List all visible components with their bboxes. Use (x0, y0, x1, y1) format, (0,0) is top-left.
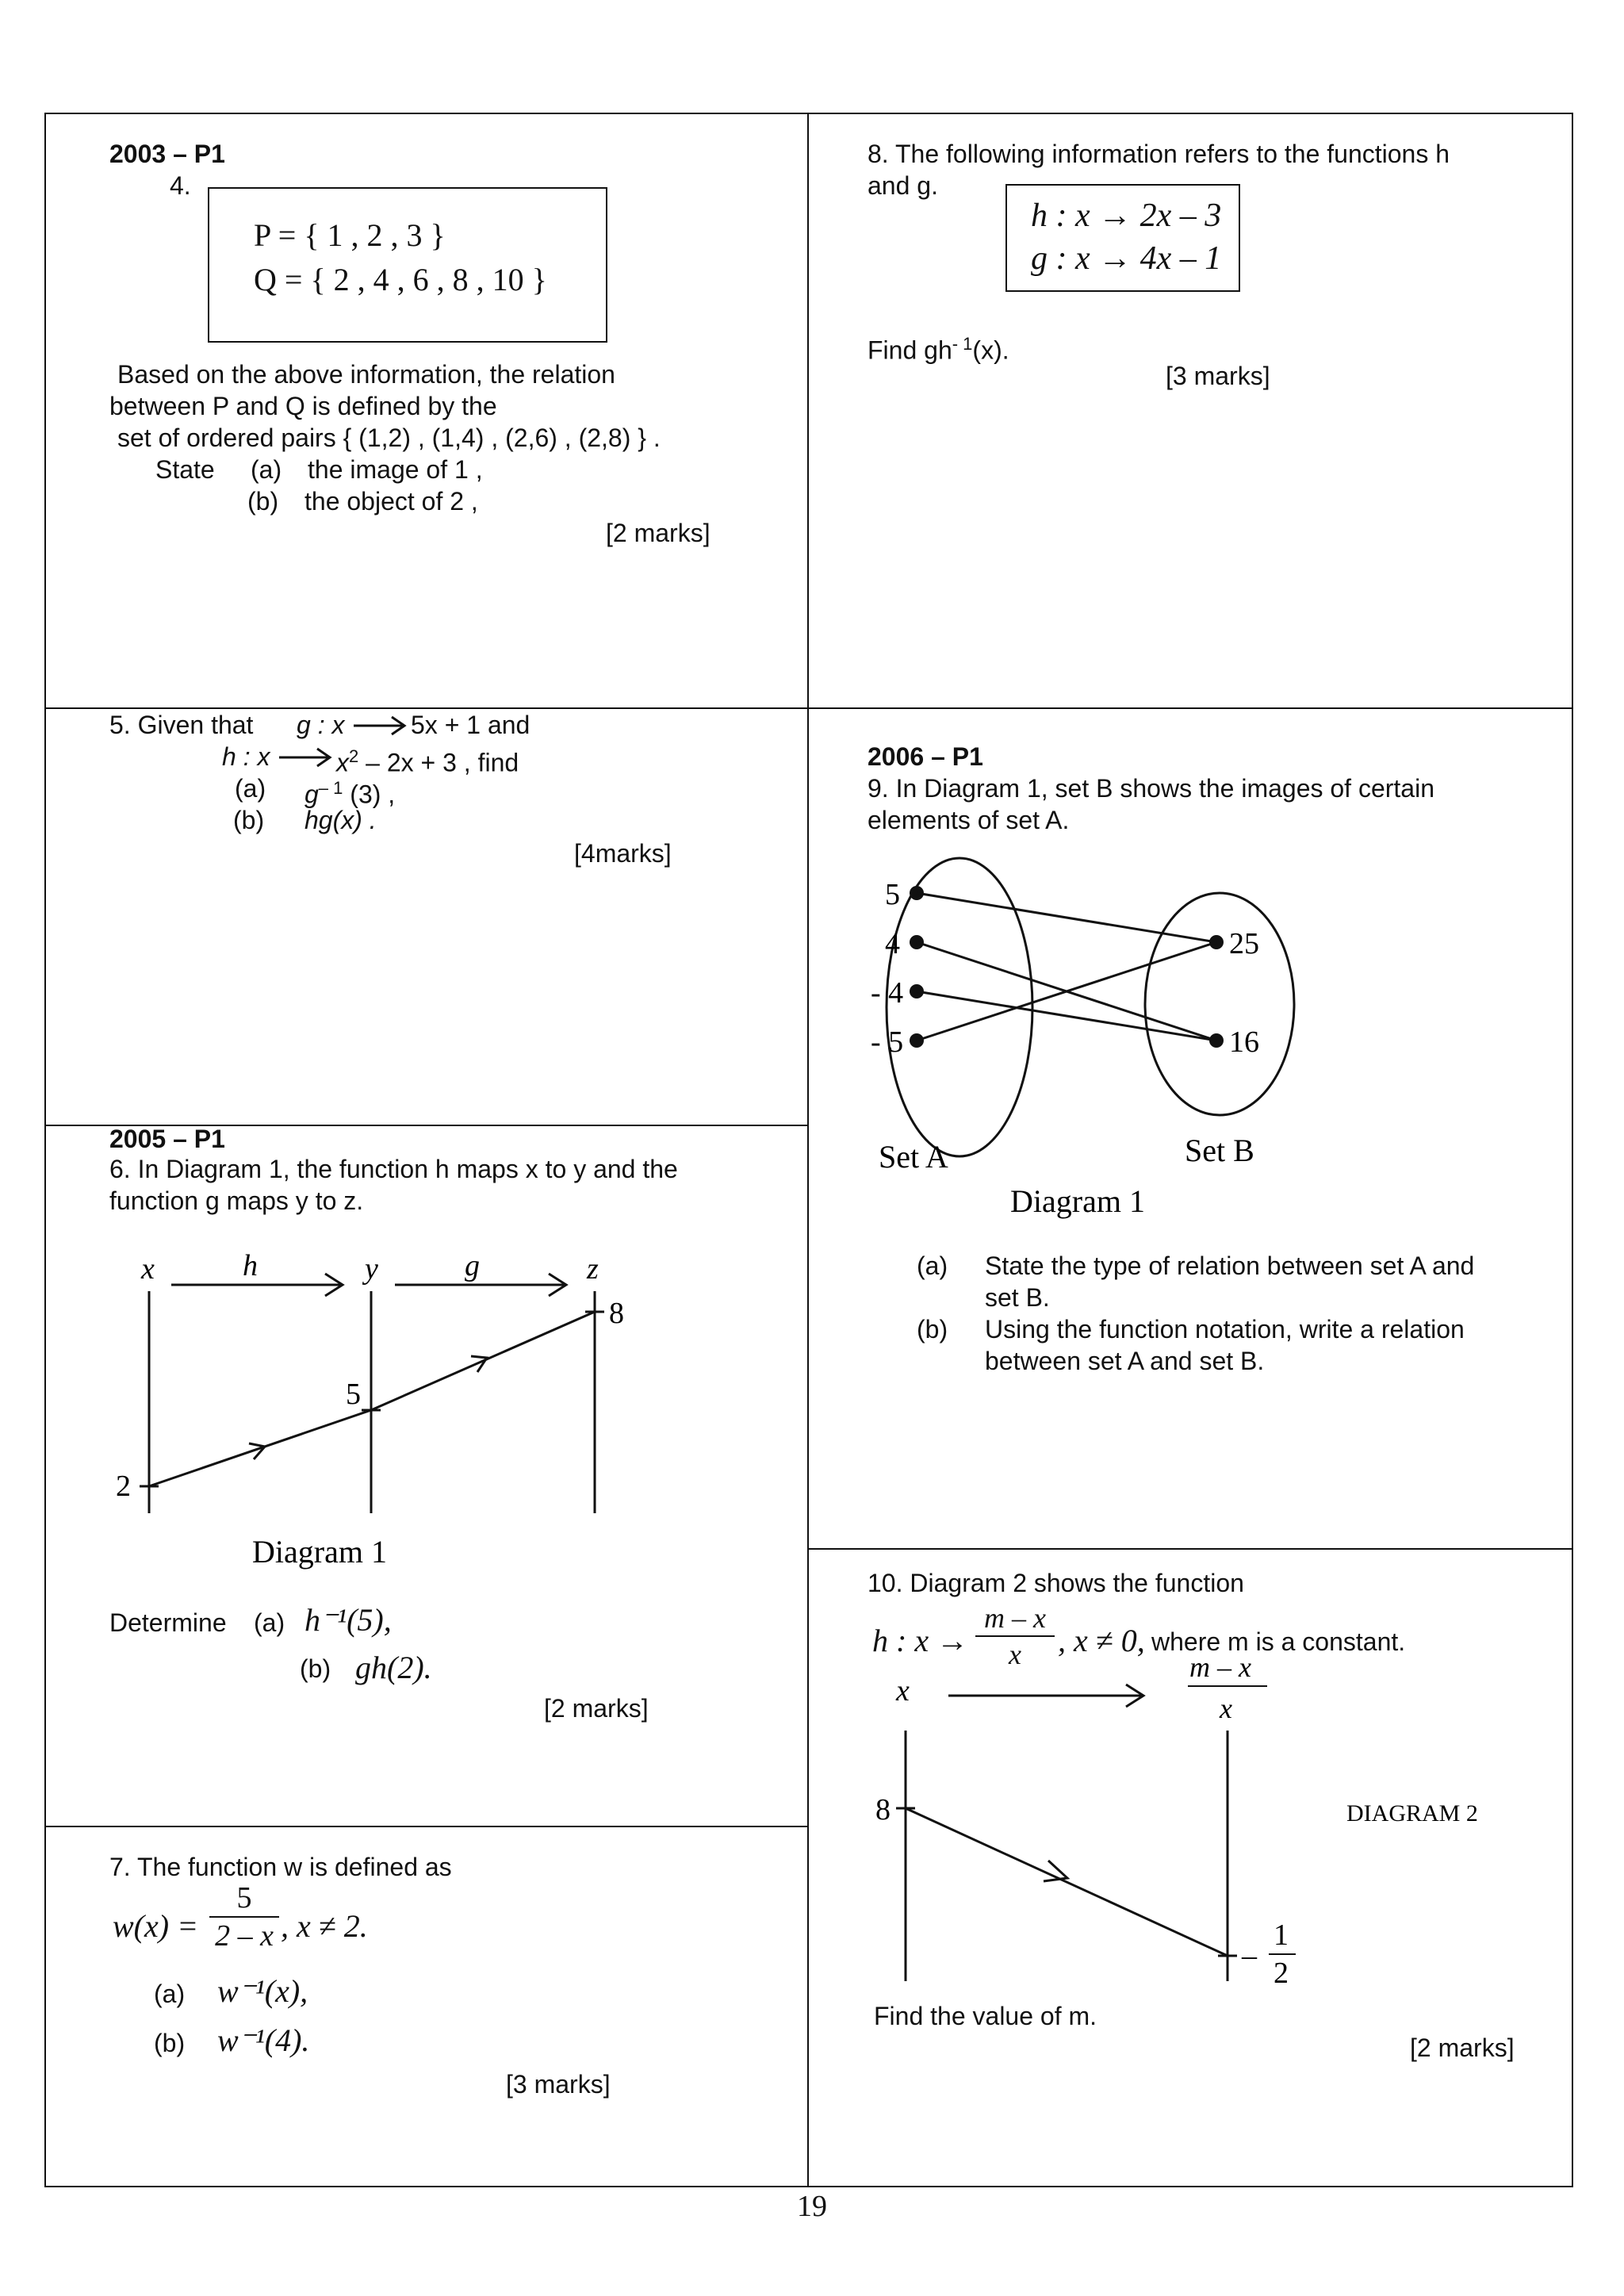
q9-elem-a-2: 4 (885, 927, 900, 960)
q7-part-a-label: (a) (154, 1980, 186, 2008)
q10-h-denominator: x (975, 1635, 1055, 1672)
q4-number: 4. (170, 171, 191, 200)
q9-part-a-line1: State the type of relation between set A and (985, 1251, 1475, 1280)
q7-w-condition: , x ≠ 2. (281, 1908, 368, 1944)
q4-marks: [2 marks] (606, 519, 710, 547)
q7-w-lhs: w(x) = (113, 1908, 199, 1944)
page-number: 19 (797, 2190, 827, 2223)
q6-map-line-1 (149, 1410, 371, 1486)
q6-value-8: 8 (609, 1297, 624, 1330)
q5-h-rhs-sup: 2 (349, 746, 359, 766)
q4-part-b-text: the object of 2 , (304, 487, 478, 516)
q6-part-a-label: (a) (254, 1608, 285, 1637)
q10-value-neg-sign: – (1242, 1939, 1257, 1972)
q10-marks: [2 marks] (1410, 2033, 1515, 2062)
q10-value-8: 8 (875, 1793, 891, 1826)
q6-label-h: h (243, 1249, 258, 1282)
row-divider-left-3 (44, 1826, 809, 1827)
q10-rhs-numerator: m – x (1189, 1654, 1251, 1683)
q8-find-text: Find gh (868, 335, 952, 365)
q8-h-function: h : x → 2x – 3 (1031, 197, 1222, 234)
q5-part-a-sup: – 1 (318, 778, 343, 798)
q7-part-a-text: w⁻¹(x), (217, 1973, 308, 2009)
q10-find: Find the value of m. (874, 2002, 1097, 2030)
q9-part-b-label: (b) (917, 1315, 948, 1343)
q6-arrow-g (395, 1274, 566, 1296)
q10-h-condition: , x ≠ 0, (1058, 1623, 1145, 1658)
q9-set-b-oval (1145, 893, 1294, 1115)
q5-marks: [4marks] (574, 839, 672, 868)
q9-elem-a-3: - 4 (871, 976, 904, 1010)
q8-marks: [3 marks] (1166, 362, 1270, 390)
q5-part-b-label: (b) (233, 806, 265, 834)
q6-label-x: x (141, 1252, 155, 1286)
q10-rhs-denominator: x (1220, 1692, 1232, 1724)
q5-h-rhs-rest: – 2x + 3 , find (358, 748, 519, 777)
q4-state-label: State (155, 455, 215, 484)
q10-where-text: where m is a constant. (1151, 1627, 1406, 1656)
q7-w-denominator: 2 – x (209, 1916, 279, 1954)
q8-g-function: g : x → 4x – 1 (1031, 240, 1222, 277)
q5-h-def: h : x (222, 742, 270, 771)
q4-part-a-text: the image of 1 , (308, 455, 483, 484)
q10-h-lhs: h : x → (872, 1623, 969, 1658)
q5-g-rhs: 5x + 1 and (411, 711, 530, 739)
q6-determine: Determine (109, 1608, 227, 1637)
q6-diagram-caption: Diagram 1 (252, 1534, 387, 1570)
q10-arrow (948, 1685, 1143, 1707)
q10-map-line (906, 1808, 1228, 1956)
q4-set-p: P = { 1 , 2 , 3 } (254, 217, 446, 253)
q9-diagram-caption: Diagram 1 (1010, 1183, 1145, 1219)
q6-diagram (95, 1237, 666, 1570)
q7-part-b-label: (b) (154, 2029, 186, 2057)
q10-diagram-label: DIAGRAM 2 (1346, 1800, 1478, 1826)
q6-marks: [2 marks] (544, 1694, 649, 1723)
q10-text-line1: 10. Diagram 2 shows the function (868, 1569, 1244, 1597)
q4-part-a-label: (a) (251, 455, 282, 484)
q5-given-text: 5. Given that (109, 711, 254, 739)
q5-part-a-arg: (3) , (343, 780, 396, 809)
q5-g-def: g : x (297, 711, 345, 739)
q10-label-x: x (896, 1674, 910, 1708)
q5-part-a-g: g (304, 780, 319, 809)
row-divider-right-1 (807, 707, 1573, 709)
q4-sets-box (208, 187, 607, 343)
q8-text-line1: 8. The following information refers to the functions h (868, 140, 1450, 168)
q9-elem-b-1: 25 (1229, 927, 1259, 960)
q6-label-z: z (587, 1252, 599, 1286)
q5-h-rhs-x: x (336, 748, 349, 777)
q9-map-neg4-16 (917, 991, 1216, 1041)
q9-year-heading: 2006 – P1 (868, 742, 983, 771)
q8-find-arg: (x). (972, 335, 1009, 365)
q9-elem-a-1: 5 (885, 878, 900, 911)
q9-part-a-line2: set B. (985, 1283, 1050, 1312)
q7-part-b-text: w⁻¹(4). (217, 2022, 310, 2058)
q5-g-arrow (352, 714, 408, 738)
row-divider-right-2 (807, 1548, 1573, 1550)
q8-functions-box (1005, 184, 1240, 292)
q9-elem-b-2: 16 (1229, 1025, 1259, 1059)
q9-part-a-label: (a) (917, 1251, 948, 1280)
q9-elem-a-4: - 5 (871, 1025, 904, 1059)
q6-value-5: 5 (346, 1378, 361, 1411)
q9-text-line1: 9. In Diagram 1, set B shows the images of certain (868, 774, 1434, 803)
q9-arrow-diagram (841, 833, 1396, 1229)
q8-find-sup: - 1 (952, 334, 973, 354)
q4-text-line2: between P and Q is defined by the (109, 392, 497, 420)
q9-part-b-line1: Using the function notation, write a relation (985, 1315, 1465, 1343)
q6-map-line-2 (371, 1312, 595, 1410)
q6-part-b-text: gh(2). (355, 1650, 432, 1685)
q7-w-fraction (209, 1880, 279, 1954)
q6-label-y: y (365, 1252, 378, 1286)
q6-part-b-label: (b) (300, 1654, 331, 1683)
q7-w-numerator: 5 (236, 1881, 252, 1915)
q9-part-b-line2: between set A and set B. (985, 1347, 1265, 1375)
q8-text-line2: and g. (868, 171, 938, 200)
q9-text-line2: elements of set A. (868, 806, 1070, 834)
q4-text-line1: Based on the above information, the relation (117, 360, 615, 389)
q10-diagram (864, 1654, 1562, 2003)
q9-set-a-label: Set A (879, 1139, 948, 1175)
q4-text-line3: set of ordered pairs { (1,2) , (1,4) , (2,6) , (2,8) } . (117, 424, 661, 452)
q10-value-neg-numerator: 1 (1274, 1918, 1289, 1952)
q9-set-b-label: Set B (1185, 1133, 1254, 1168)
q5-part-a-label: (a) (235, 774, 266, 803)
q5-part-b-text: hg(x) . (304, 806, 377, 834)
q6-part-a-text: h⁻¹(5), (304, 1602, 392, 1638)
q10-value-neg-denominator: 2 (1274, 1957, 1289, 1990)
q5-h-arrow (278, 746, 333, 769)
q6-label-g: g (465, 1249, 480, 1282)
q6-text-line1: 6. In Diagram 1, the function h maps x to y and the (109, 1155, 678, 1183)
q6-year-heading: 2005 – P1 (109, 1125, 225, 1153)
q6-text-line2: function g maps y to z. (109, 1186, 364, 1215)
q7-text-line1: 7. The function w is defined as (109, 1853, 452, 1881)
q7-marks: [3 marks] (506, 2070, 611, 2099)
q10-h-numerator: m – x (984, 1602, 1046, 1634)
column-divider (807, 113, 809, 2187)
q4-part-b-label: (b) (247, 487, 279, 516)
q6-value-2: 2 (116, 1470, 131, 1503)
q4-year-heading: 2003 – P1 (109, 140, 225, 168)
q8-find (868, 328, 1009, 366)
q4-set-q: Q = { 2 , 4 , 6 , 8 , 10 } (254, 262, 547, 297)
